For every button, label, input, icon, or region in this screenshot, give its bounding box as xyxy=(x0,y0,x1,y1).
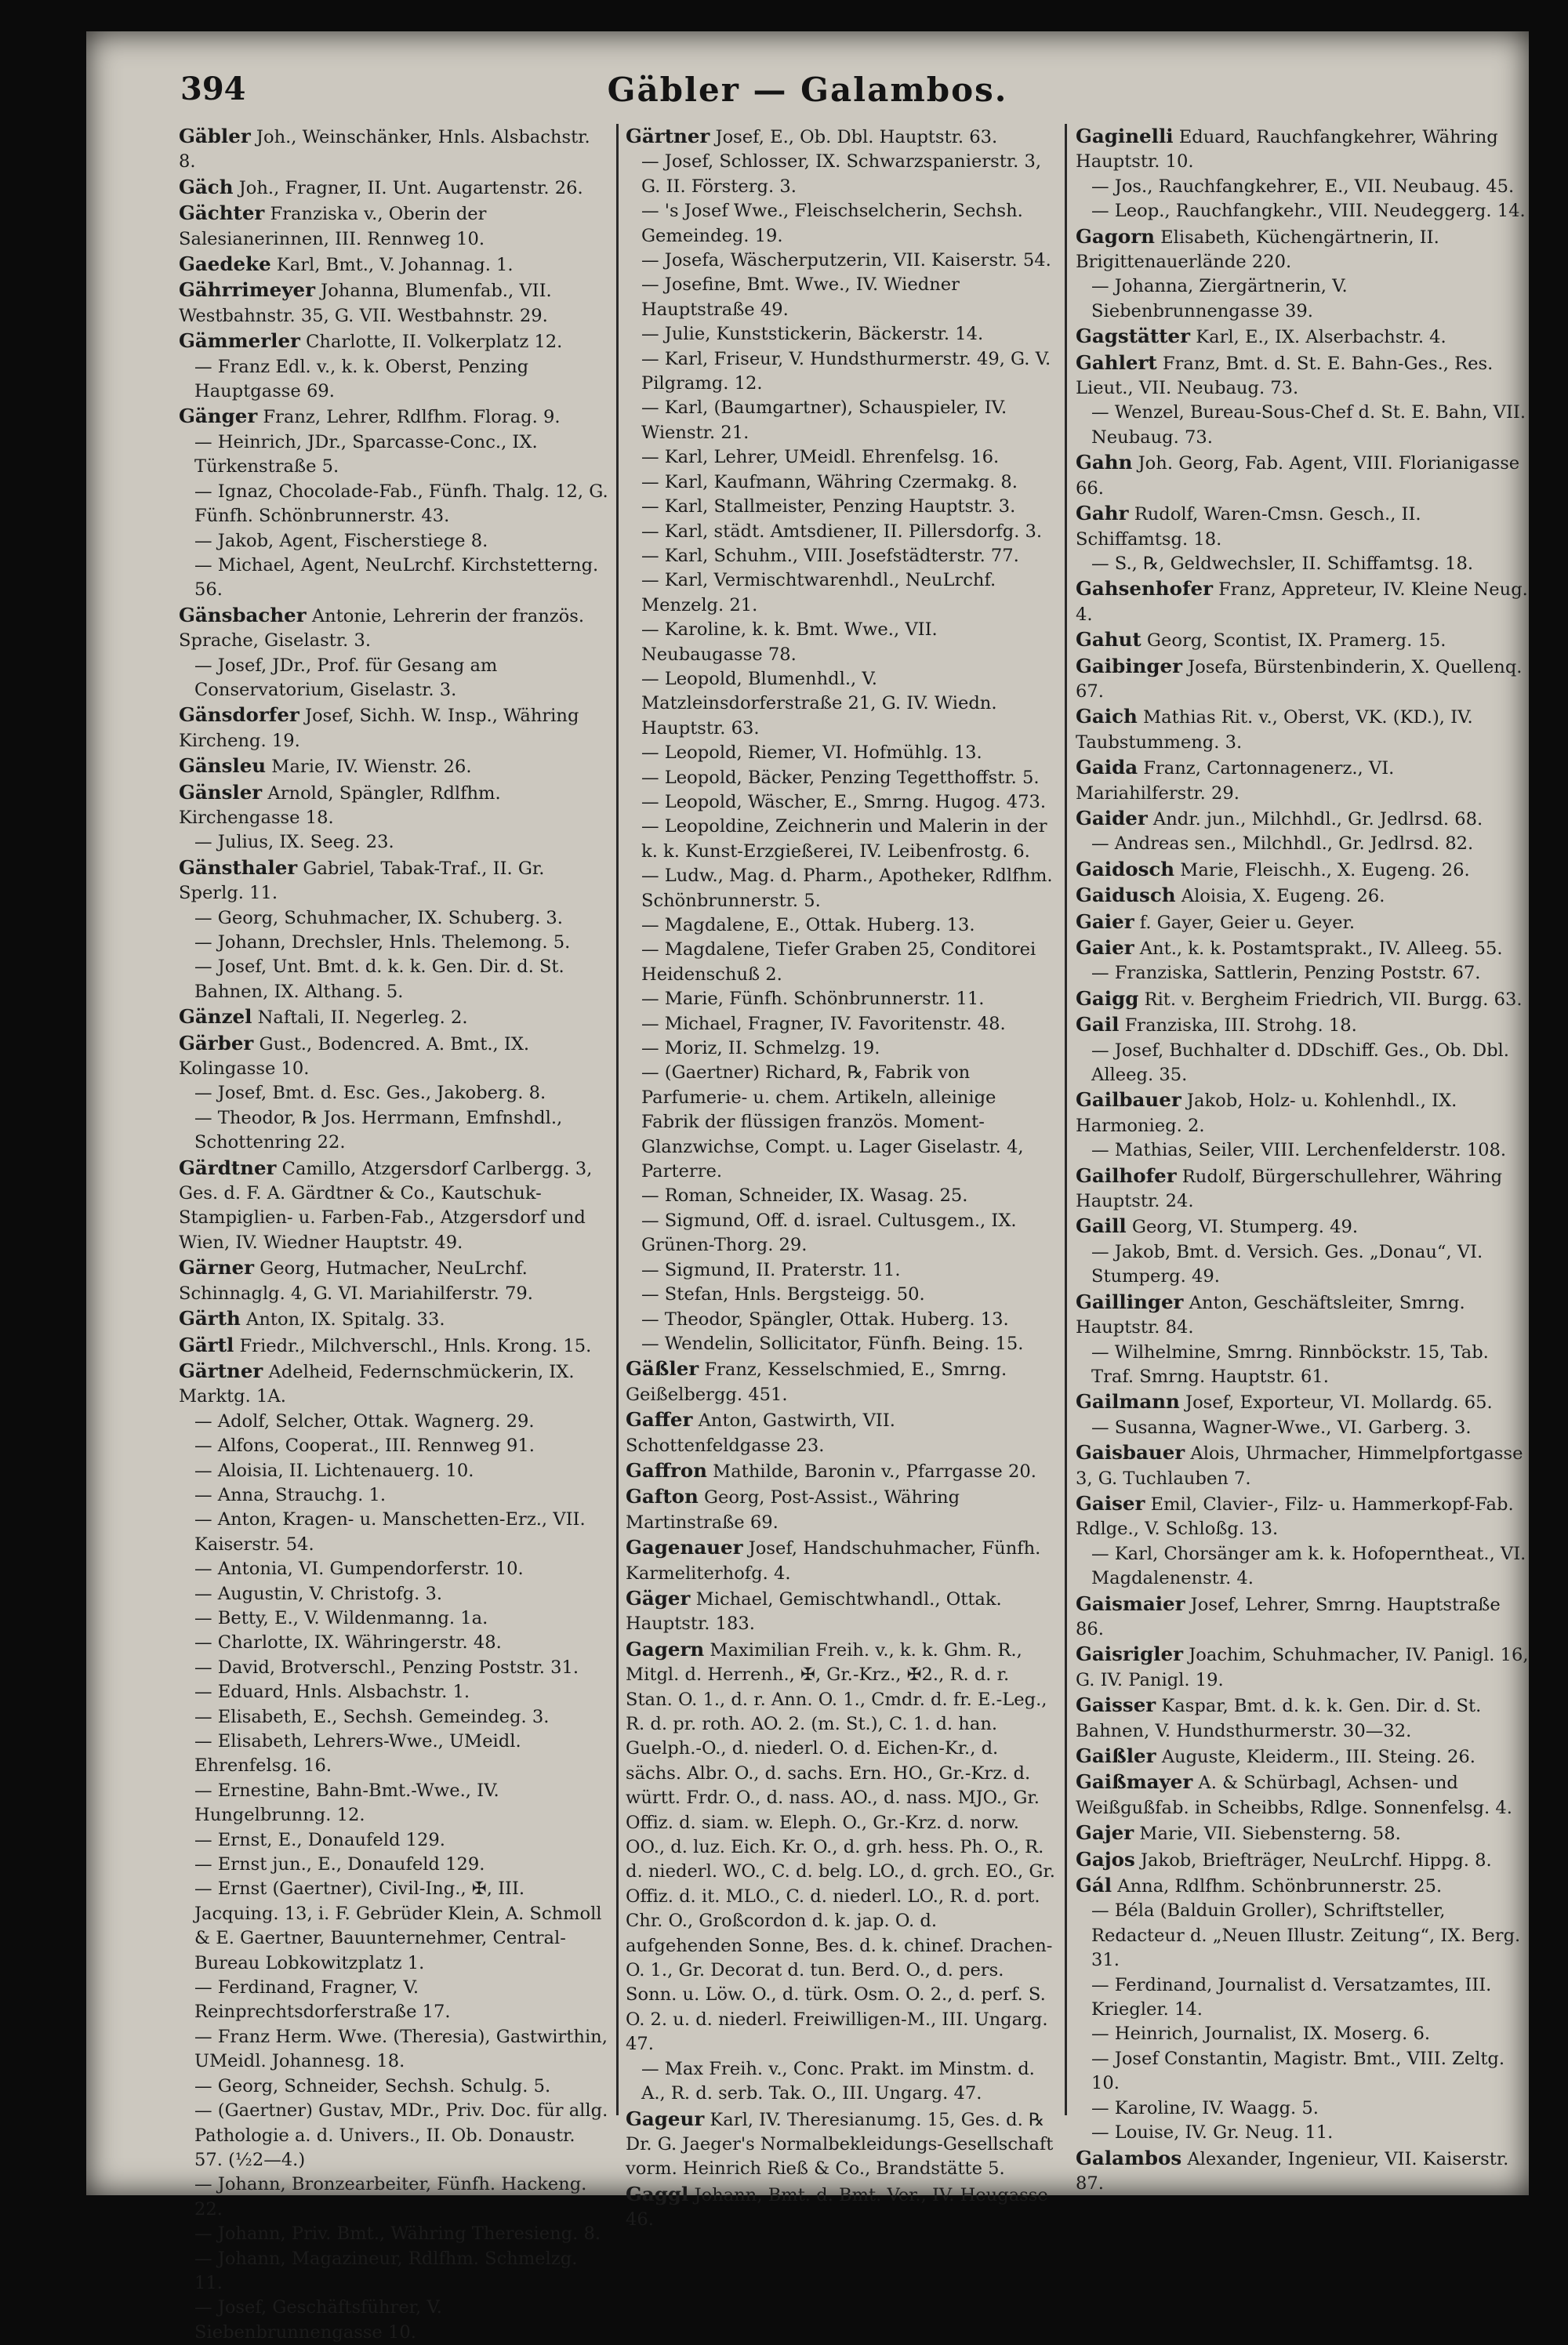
directory-entry: — Susanna, Wagner-Wwe., VI. Garberg. 3. xyxy=(1091,1417,1472,1438)
entry-surname: Gänsleu xyxy=(179,754,267,778)
entry-surname: Gaisrigler xyxy=(1076,1643,1184,1666)
entry-surname: Gäßler xyxy=(626,1357,699,1381)
directory-entry: — Michael, Fragner, IV. Favoritenstr. 48. xyxy=(641,1013,1006,1034)
directory-entry: Gageur Karl, IV. Theresianumg. 15, Ges. d. ℞ Dr. G. Jaeger's Normalbekleidungs-Gesellschaft vorm. Heinrich Rieß & Co., Brandstätte 5. xyxy=(626,2107,1054,2180)
directory-entry: Gaißmayer A. & Schürbagl, Achsen- und Weißgußfab. in Scheibbs, Rdlge. Sonnenfelsg. 4. xyxy=(1076,1770,1512,1818)
entry-surname: Gahsenhofer xyxy=(1076,577,1213,601)
directory-entry: — Magdalene, Tiefer Graben 25, Conditorei Heidenschuß 2. xyxy=(641,939,1036,985)
entry-surname: Gärtner xyxy=(179,1359,263,1382)
entry-surname: Gaider xyxy=(1076,806,1148,829)
directory-entry: — Leop., Rauchfangkehr., VIII. Neudeggerg. 14. xyxy=(1091,201,1526,222)
directory-entry: — Julie, Kunststickerin, Bäckerstr. 14. xyxy=(641,324,984,345)
entry-surname: Gaffer xyxy=(626,1408,693,1432)
directory-entry: — David, Brotverschl., Penzing Poststr. 31. xyxy=(194,1657,579,1678)
directory-entry: — Josef, Schlosser, IX. Schwarzspanierstr. 3, G. II. Försterg. 3. xyxy=(641,151,1042,197)
directory-entry: Gaigg Rit. v. Bergheim Friedrich, VII. Burgg. 63. xyxy=(1076,986,1523,1010)
directory-column-1 xyxy=(179,124,608,2343)
directory-entry: Gahn Joh. Georg, Fab. Agent, VIII. Florianigasse 66. xyxy=(1076,451,1520,499)
entry-surname: Gämmerler xyxy=(179,329,300,353)
directory-entry: — Karl, Kaufmann, Währing Czermakg. 8. xyxy=(641,471,1018,492)
entry-surname: Gaillinger xyxy=(1076,1290,1184,1313)
entry-surname: Gärtl xyxy=(179,1333,234,1356)
directory-entry: — Karl, Stallmeister, Penzing Hauptstr. 3. xyxy=(641,496,1016,517)
entry-surname: Gänsler xyxy=(179,780,263,804)
directory-entry: Gaginelli Eduard, Rauchfangkehrer, Währing Hauptstr. 10. xyxy=(1076,125,1498,172)
directory-column-2 xyxy=(626,124,1057,2231)
entry-surname: Gänzel xyxy=(179,1005,252,1029)
directory-entry: Gafton Georg, Post-Assist., Währing Martinstraße 69. xyxy=(626,1485,960,1533)
directory-entry: Gál Anna, Rdlfhm. Schönbrunnerstr. 25. xyxy=(1076,1874,1443,1897)
directory-entry: — Jakob, Agent, Fischerstiege 8. xyxy=(194,530,488,551)
entry-surname: Gänsdorfer xyxy=(179,703,299,727)
entry-surname: Gaißmayer xyxy=(1076,1770,1193,1794)
entry-surname: Gahr xyxy=(1076,502,1129,525)
directory-entry: Gailmann Josef, Exporteur, VI. Mollardg. 65. xyxy=(1076,1390,1493,1414)
directory-entry: Gaismaier Josef, Lehrer, Smrng. Hauptstraße 86. xyxy=(1076,1592,1501,1639)
directory-entry: — Josef, Buchhalter d. DDschiff. Ges., Ob. Dbl. Alleeg. 35. xyxy=(1091,1040,1509,1086)
directory-entry: Gäßler Franz, Kesselschmied, E., Smrng. Geißelbergg. 451. xyxy=(626,1357,1007,1405)
directory-entry: Gaisser Kaspar, Bmt. d. k. k. Gen. Dir. d. St. Bahnen, V. Hundsthurmerstr. 30—32. xyxy=(1076,1693,1482,1741)
directory-entry: — Ernst jun., E., Donaufeld 129. xyxy=(194,1854,485,1875)
column-divider xyxy=(1065,124,1067,2115)
directory-entry: — Julius, IX. Seeg. 23. xyxy=(194,832,394,853)
directory-entry: — Béla (Balduin Groller), Schriftsteller, Redacteur d. „Neuen Illustr. Zeitung“, IX. Berg. 31. xyxy=(1091,1900,1521,1971)
directory-entry: Gagern Maximilian Freih. v., k. k. Ghm. R., Mitgl. d. Herrenh., ✠, Gr.-Krz., ✠2., R. d. r. Stan. O. 1., d. r. Ann. O. 1., Cmdr. d. fr. E.-Leg., R. d. pr. roth. AO. 2. (m. St.), C. 1. d. han. Guelph.-O., d. niederl. O. d. Eichen-Kr., d. sächs. Albr. O., d. sachs. Ern. HO., Gr.-Krz. d. württ. Frdr. O., d. nass. AO., d. nass. MJO., Gr. Offiz. d. siam. w. Eleph. O., Gr.-Krz. d. norw. OO., d. luz. Eich. Kr. O., d. grh. hess. Ph. O., R. d. niederl. WO., C. d. belg. LO., d. grch. EO., Gr. Offiz. d. it. MLO., C. d. niederl. LO., R. d. port. Chr. O., Großcordon d. k. jap. O. d. aufgehenden Sonne, Bes. d. k. chinef. Drachen-O. 1., Gr. Decorat d. tun. Berd. O., d. pers. Sonn. u. Löw. O., d. türk. Osm. O. 2., d. perf. S. O. 2. u. d. niederl. Freiwilligen-M., III. Ungarg. 47. xyxy=(626,1637,1055,2055)
directory-entry: Gänsbacher Antonie, Lehrerin der französ. Sprache, Giselastr. 3. xyxy=(179,603,585,652)
entry-surname: Gaginelli xyxy=(1076,125,1174,147)
directory-entry: — Johanna, Ziergärtnerin, V. Siebenbrunnengasse 39. xyxy=(1091,276,1348,321)
entry-surname: Gärber xyxy=(179,1031,254,1055)
entry-surname: Gagorn xyxy=(1076,224,1155,248)
directory-entry: — Johann, Priv. Bmt., Währing Theresieng. 8. xyxy=(194,2223,601,2245)
entry-surname: Gaffron xyxy=(626,1458,707,1482)
directory-entry: Gaffer Anton, Gastwirth, VII. Schottenfeldgasse 23. xyxy=(626,1408,895,1456)
entry-surname: Gäch xyxy=(179,175,234,198)
directory-entry: — Adolf, Selcher, Ottak. Wagnerg. 29. xyxy=(194,1410,535,1432)
directory-entry: — Josef, JDr., Prof. für Gesang am Conservatorium, Giselastr. 3. xyxy=(194,655,498,700)
directory-entry: Gärtner Adelheid, Federnschmückerin, IX. Marktg. 1A. xyxy=(179,1359,575,1407)
entry-surname: Gaich xyxy=(1076,705,1138,728)
directory-entry: Gail Franziska, III. Strohg. 18. xyxy=(1076,1013,1357,1036)
directory-entry: — Leopold, Blumenhdl., V. Matzleinsdorferstraße 21, G. IV. Wiedn. Hauptstr. 63. xyxy=(641,668,997,739)
directory-entry: Gaggl Johann, Bmt. d. Bmt. Ver., IV. Heugasse 46. xyxy=(626,2182,1048,2231)
directory-entry: — Stefan, Hnls. Bergsteigg. 50. xyxy=(641,1284,925,1305)
directory-entry: — Elisabeth, Lehrers-Wwe., UMeidl. Ehrenfelsg. 16. xyxy=(194,1731,521,1777)
directory-entry: Gaider Andr. jun., Milchhdl., Gr. Jedlrsd. 68. xyxy=(1076,806,1483,829)
entry-surname: Gährrimeyer xyxy=(179,278,315,302)
entry-surname: Gaida xyxy=(1076,756,1138,779)
directory-entry: Gäbler Joh., Weinschänker, Hnls. Alsbachstr. 8. xyxy=(179,125,590,172)
directory-entry: — S., ℞, Geldwechsler, II. Schiffamtsg. 18. xyxy=(1091,553,1474,574)
directory-entry: — Theodor, Spängler, Ottak. Huberg. 13. xyxy=(641,1309,1009,1330)
directory-entry: Gaillinger Anton, Geschäftsleiter, Smrng. Hauptstr. 84. xyxy=(1076,1290,1465,1338)
entry-surname: Gagenauer xyxy=(626,1536,743,1559)
directory-entry: — Wilhelmine, Smrng. Rinnböckstr. 15, Tab. Traf. Smrng. Hauptstr. 61. xyxy=(1091,1341,1489,1387)
directory-entry: Gächter Franziska v., Oberin der Salesianerinnen, III. Rennweg 10. xyxy=(179,201,487,249)
directory-page xyxy=(86,31,1529,2343)
directory-entry: — 's Josef Wwe., Fleischselcherin, Sechsh. Gemeindeg. 19. xyxy=(641,201,1023,246)
entry-surname: Gaisser xyxy=(1076,1693,1156,1717)
entry-surname: Gailhofer xyxy=(1076,1163,1177,1187)
directory-entry: — Jos., Rauchfangkehrer, E., VII. Neubaug. 45. xyxy=(1091,176,1515,197)
directory-entry: — Karl, Vermischtwarenhdl., NeuLrchf. Menzelg. 21. xyxy=(641,570,996,615)
directory-entry: Gährrimeyer Johanna, Blumenfab., VII. Westbahnstr. 35, G. VII. Westbahnstr. 29. xyxy=(179,278,552,326)
directory-entry: — Eduard, Hnls. Alsbachstr. 1. xyxy=(194,1682,470,1703)
directory-entry: Gaisrigler Joachim, Schuhmacher, IV. Panigl. 16, G. IV. Panigl. 19. xyxy=(1076,1643,1529,1690)
directory-entry: Gärdtner Camillo, Atzgersdorf Carlbergg. 3, Ges. d. F. A. Gärdtner & Co., Kautschuk-Stampiglien- u. Farben-Fab., Atzgersdorf und Wien, IV. Wiedner Hauptstr. 49. xyxy=(179,1156,593,1253)
entry-surname: Gaibinger xyxy=(1076,654,1182,677)
directory-entry: Gaiser Emil, Clavier-, Filz- u. Hammerkopf-Fab. Rdlge., V. Schloßg. 13. xyxy=(1076,1491,1514,1540)
directory-entry: — Theodor, ℞ Jos. Herrmann, Emfnshdl., Schottenring 22. xyxy=(194,1107,563,1153)
directory-entry: — Josefa, Wäscherputzerin, VII. Kaiserstr. 54. xyxy=(641,250,1051,271)
directory-entry: — Michael, Agent, NeuLrchf. Kirchstetterng. 56. xyxy=(194,554,599,601)
entry-surname: Gajos xyxy=(1076,1847,1135,1871)
directory-entry: Gänsler Arnold, Spängler, Rdlfhm. Kirchengasse 18. xyxy=(179,780,501,828)
entry-surname: Gaedeke xyxy=(179,252,271,276)
entry-surname: Gaisbauer xyxy=(1076,1441,1185,1465)
entry-surname: Gänger xyxy=(179,405,258,428)
directory-entry: Gagenauer Josef, Handschuhmacher, Fünfh. Karmeliterhofg. 4. xyxy=(626,1536,1041,1584)
entry-surname: Gafton xyxy=(626,1485,699,1508)
directory-entry: Galambos Alexander, Ingenieur, VII. Kaiserstr. 87. xyxy=(1076,2146,1509,2194)
directory-entry: Gailbauer Jakob, Holz- u. Kohlenhdl., IX. Harmonieg. 2. xyxy=(1076,1088,1457,1136)
directory-entry: — Ferdinand, Journalist d. Versatzamtes, III. Kriegler. 14. xyxy=(1091,1974,1492,2020)
directory-entry: Gaffron Mathilde, Baronin v., Pfarrgasse 20. xyxy=(626,1458,1036,1482)
directory-entry: Gaier f. Gayer, Geier u. Geyer. xyxy=(1076,909,1356,933)
directory-entry: — Marie, Fünfh. Schönbrunnerstr. 11. xyxy=(641,989,985,1010)
entry-surname: Gänsbacher xyxy=(179,603,307,626)
directory-entry: — Sigmund, Off. d. israel. Cultusgem., IX. Grünen-Thorg. 29. xyxy=(641,1210,1017,1256)
entry-surname: Gächter xyxy=(179,201,265,225)
directory-entry: — Karoline, k. k. Bmt. Wwe., VII. Neubaugasse 78. xyxy=(641,619,938,665)
directory-entry: — Ernst (Gaertner), Civil-Ing., ✠, III. Jacquing. 13, i. F. Gebrüder Klein, A. Schmoll & E. Gaertner, Bauunternehmer, Central-Bureau Lobkowitzplatz 1. xyxy=(194,1879,602,1973)
entry-surname: Gaier xyxy=(1076,936,1134,959)
directory-entry: Gailhofer Rudolf, Bürgerschullehrer, Währing Hauptstr. 24. xyxy=(1076,1163,1503,1212)
directory-entry: — Wendelin, Sollicitator, Fünfh. Being. 15. xyxy=(641,1333,1024,1354)
entry-surname: Gänsthaler xyxy=(179,855,298,879)
directory-entry: — Charlotte, IX. Währingerstr. 48. xyxy=(194,1632,502,1653)
directory-entry: — Josef, Geschäftsführer, V. Siebenbrunnengasse 10. xyxy=(194,2297,442,2343)
entry-surname: Galambos xyxy=(1076,2146,1182,2169)
entry-surname: Gärner xyxy=(179,1256,255,1280)
directory-entry: — Mathias, Seiler, VIII. Lerchenfelderstr. 108. xyxy=(1091,1140,1507,1161)
directory-entry: — Ludw., Mag. d. Pharm., Apotheker, Rdlfhm. Schönbrunnerstr. 5. xyxy=(641,866,1053,911)
directory-entry: — Johann, Drechsler, Hnls. Thelemong. 5. xyxy=(194,932,571,953)
directory-entry: Gaich Mathias Rit. v., Oberst, VK. (KD.), IV. Taubstummeng. 3. xyxy=(1076,705,1473,753)
directory-entry: Gänsthaler Gabriel, Tabak-Traf., II. Gr. Sperlg. 11. xyxy=(179,855,545,904)
entry-surname: Gagern xyxy=(626,1637,705,1661)
entry-surname: Gärdtner xyxy=(179,1156,277,1179)
directory-entry: Gaißler Auguste, Kleiderm., III. Steing. 26. xyxy=(1076,1744,1475,1767)
directory-entry: — Moriz, II. Schmelzg. 19. xyxy=(641,1038,880,1059)
directory-entry: — Elisabeth, E., Sechsh. Gemeindeg. 3. xyxy=(194,1706,550,1727)
directory-entry: — Heinrich, Journalist, IX. Moserg. 6. xyxy=(1091,2024,1431,2045)
directory-entry: — Franziska, Sattlerin, Penzing Poststr. 67. xyxy=(1091,963,1481,984)
directory-entry: — Ernst, E., Donaufeld 129. xyxy=(194,1829,445,1850)
directory-entry: Gaidusch Aloisia, X. Eugeng. 26. xyxy=(1076,884,1385,907)
directory-entry: Gärber Gust., Bodencred. A. Bmt., IX. Kolingasse 10. xyxy=(179,1031,530,1080)
directory-entry: Gahut Georg, Scontist, IX. Pramerg. 15. xyxy=(1076,628,1446,652)
entry-surname: Gäger xyxy=(626,1586,691,1610)
directory-entry: Gärtl Friedr., Milchverschl., Hnls. Krong. 15. xyxy=(179,1333,592,1356)
entry-surname: Gagstätter xyxy=(1076,325,1191,348)
directory-entry: — Ignaz, Chocolade-Fab., Fünfh. Thalg. 12, G. Fünfh. Schönbrunnerstr. 43. xyxy=(194,481,608,527)
directory-entry: Gagorn Elisabeth, Küchengärtnerin, II. Brigittenauerlände 220. xyxy=(1076,224,1439,273)
entry-surname: Gäbler xyxy=(179,125,251,147)
directory-entry: — Josef, Unt. Bmt. d. k. k. Gen. Dir. d. St. Bahnen, IX. Althang. 5. xyxy=(194,957,564,1002)
directory-column-3 xyxy=(1076,124,1529,2194)
directory-entry: Gärner Georg, Hutmacher, NeuLrchf. Schinnaglg. 4, G. VI. Mariahilferstr. 79. xyxy=(179,1256,533,1304)
entry-surname: Gajer xyxy=(1076,1821,1134,1845)
directory-entry: — Anton, Kragen- u. Manschetten-Erz., VII. Kaiserstr. 54. xyxy=(194,1509,586,1555)
page-number: 394 xyxy=(180,71,246,107)
directory-entry: — Ferdinand, Fragner, V. Reinprechtsdorferstraße 17. xyxy=(194,1977,451,2023)
directory-entry: Gaida Franz, Cartonnagenerz., VI. Mariahilferstr. 29. xyxy=(1076,756,1395,804)
directory-entry: — Karl, städt. Amtsdiener, II. Pillersdorfg. 3. xyxy=(641,521,1043,542)
directory-entry: — Augustin, V. Christofg. 3. xyxy=(194,1583,443,1604)
directory-entry: Gajos Jakob, Briefträger, NeuLrchf. Hippg. 8. xyxy=(1076,1847,1492,1871)
directory-entry: Gaisbauer Alois, Uhrmacher, Himmelpfortgasse 3, G. Tuchlauben 7. xyxy=(1076,1441,1523,1489)
directory-entry: Gagstätter Karl, E., IX. Alserbachstr. 4. xyxy=(1076,325,1446,348)
directory-entry: — Karl, Lehrer, UMeidl. Ehrenfelsg. 16. xyxy=(641,447,1000,468)
directory-entry: — Karoline, IV. Waagg. 5. xyxy=(1091,2097,1319,2118)
directory-entry: Gajer Marie, VII. Siebensterng. 58. xyxy=(1076,1821,1401,1845)
directory-entry: — Max Freih. v., Conc. Prakt. im Minstm. d. A., R. d. serb. Tak. O., III. Ungarg. 47. xyxy=(641,2058,1035,2104)
directory-entry: — Josef, Bmt. d. Esc. Ges., Jakoberg. 8. xyxy=(194,1083,546,1104)
directory-entry: — Wenzel, Bureau-Sous-Chef d. St. E. Bahn, VII. Neubaug. 73. xyxy=(1091,402,1526,448)
directory-entry: — Johann, Magazineur, Rdlfhm. Schmelzg. 11. xyxy=(194,2248,578,2293)
directory-entry: Gäger Michael, Gemischtwhandl., Ottak. Hauptstr. 183. xyxy=(626,1586,1002,1635)
directory-entry: — (Gaertner) Gustav, MDr., Priv. Doc. für allg. Pathologie a. d. Univers., II. Ob. Donaustr. 57. (½2—4.) xyxy=(194,2100,608,2170)
directory-entry: — Betty, E., V. Wildenmanng. 1a. xyxy=(194,1607,488,1628)
directory-entry: — Josefine, Bmt. Wwe., IV. Wiedner Hauptstraße 49. xyxy=(641,274,960,320)
entry-surname: Gahn xyxy=(1076,451,1133,474)
directory-entry: — Georg, Schuhmacher, IX. Schuberg. 3. xyxy=(194,907,563,928)
directory-entry: — Leopoldine, Zeichnerin und Malerin in der k. k. Kunst-Erzgießerei, IV. Leibenfrostg. 6. xyxy=(641,816,1047,862)
directory-entry: — Franz Edl. v., k. k. Oberst, Penzing Hauptgasse 69. xyxy=(194,356,529,402)
directory-entry: — Ernestine, Bahn-Bmt.-Wwe., IV. Hungelbrunng. 12. xyxy=(194,1780,499,1826)
directory-entry: — Josef Constantin, Magistr. Bmt., VIII. Zeltg. 10. xyxy=(1091,2048,1505,2094)
running-head: Gäbler — Galambos. xyxy=(607,71,1008,109)
directory-entry: Gänsdorfer Josef, Sichh. W. Insp., Währing Kircheng. 19. xyxy=(179,703,579,751)
entry-surname: Gahut xyxy=(1076,628,1142,652)
directory-entry: Gahsenhofer Franz, Appreteur, IV. Kleine Neug. 4. xyxy=(1076,577,1528,625)
entry-surname: Gärtner xyxy=(626,125,710,147)
directory-entry: — Karl, Chorsänger am k. k. Hofoperntheat., VI. Magdalenenstr. 4. xyxy=(1091,1543,1526,1589)
directory-entry: — Roman, Schneider, IX. Wasag. 25. xyxy=(641,1185,968,1207)
directory-entry: Gärth Anton, IX. Spitalg. 33. xyxy=(179,1307,445,1330)
directory-entry: — Georg, Schneider, Sechsh. Schulg. 5. xyxy=(194,2075,551,2096)
directory-entry: Gaibinger Josefa, Bürstenbinderin, X. Quellenq. 67. xyxy=(1076,654,1523,702)
directory-entry: Gaidosch Marie, Fleischh., X. Eugeng. 26. xyxy=(1076,857,1470,880)
directory-entry: — Anna, Strauchg. 1. xyxy=(194,1484,386,1505)
directory-entry: — Andreas sen., Milchhdl., Gr. Jedlrsd. 82. xyxy=(1091,833,1474,855)
directory-entry: — Leopold, Wäscher, E., Smrng. Hugog. 473. xyxy=(641,791,1047,812)
entry-surname: Gärth xyxy=(179,1307,241,1330)
directory-entry: Gaier Ant., k. k. Postamtsprakt., IV. Alleeg. 55. xyxy=(1076,936,1503,959)
column-divider xyxy=(616,124,619,2115)
entry-surname: Gaill xyxy=(1076,1214,1127,1238)
directory-entry: — Karl, (Baumgartner), Schauspieler, IV. Wienstr. 21. xyxy=(641,397,1007,443)
directory-entry: — Alfons, Cooperat., III. Rennweg 91. xyxy=(194,1436,535,1457)
entry-surname: Gaier xyxy=(1076,909,1134,933)
entry-surname: Gaismaier xyxy=(1076,1592,1185,1615)
entry-surname: Gail xyxy=(1076,1013,1120,1036)
directory-entry: — Jakob, Bmt. d. Versich. Ges. „Donau“, VI. Stumperg. 49. xyxy=(1091,1241,1483,1287)
entry-surname: Gaidosch xyxy=(1076,857,1175,880)
directory-entry: Gämmerler Charlotte, II. Volkerplatz 12. xyxy=(179,329,563,353)
directory-entry: — Antonia, VI. Gumpendorferstr. 10. xyxy=(194,1559,524,1580)
directory-entry: — Louise, IV. Gr. Neug. 11. xyxy=(1091,2122,1334,2144)
directory-entry: Gänsleu Marie, IV. Wienstr. 26. xyxy=(179,754,472,778)
directory-entry: — Karl, Friseur, V. Hundsthurmerstr. 49, G. V. Pilgramg. 12. xyxy=(641,348,1051,394)
directory-entry: — Karl, Schuhm., VIII. Josefstädterstr. 77. xyxy=(641,545,1019,566)
directory-entry: Gäch Joh., Fragner, II. Unt. Augartenstr. 26. xyxy=(179,175,583,198)
directory-entry: — Sigmund, II. Praterstr. 11. xyxy=(641,1259,901,1280)
directory-entry: Gärtner Josef, E., Ob. Dbl. Hauptstr. 63. xyxy=(626,125,998,147)
entry-surname: Gailbauer xyxy=(1076,1088,1181,1112)
directory-entry: Gahr Rudolf, Waren-Cmsn. Gesch., II. Schiffamtsg. 18. xyxy=(1076,502,1421,550)
directory-entry: — Leopold, Riemer, VI. Hofmühlg. 13. xyxy=(641,742,982,764)
entry-surname: Gahlert xyxy=(1076,350,1157,374)
directory-entry: Gaedeke Karl, Bmt., V. Johannag. 1. xyxy=(179,252,514,276)
directory-entry: Gaill Georg, VI. Stumperg. 49. xyxy=(1076,1214,1359,1238)
directory-entry: — Heinrich, JDr., Sparcasse-Conc., IX. Türkenstraße 5. xyxy=(194,431,538,477)
entry-surname: Gailmann xyxy=(1076,1390,1180,1414)
directory-entry: — Johann, Bronzearbeiter, Fünfh. Hackeng. 22. xyxy=(194,2174,587,2220)
directory-entry: — Franz Herm. Wwe. (Theresia), Gastwirthin, UMeidl. Johannesg. 18. xyxy=(194,2026,608,2072)
directory-entry: — (Gaertner) Richard, ℞, Fabrik von Parfumerie- u. chem. Artikeln, alleinige Fabrik der flüssigen französ. Moment-Glanzwichse, Compt. u. Lager Giselastr. 4, Parterre. xyxy=(641,1062,1024,1182)
entry-surname: Gaißler xyxy=(1076,1744,1156,1767)
entry-surname: Gageur xyxy=(626,2107,705,2130)
entry-surname: Gaigg xyxy=(1076,986,1139,1010)
entry-surname: Gaiser xyxy=(1076,1491,1145,1515)
entry-surname: Gaidusch xyxy=(1076,884,1176,907)
entry-surname: Gaggl xyxy=(626,2182,689,2205)
entry-surname: Gál xyxy=(1076,1874,1112,1897)
directory-entry: Gänzel Naftali, II. Negerleg. 2. xyxy=(179,1005,468,1029)
directory-entry: — Aloisia, II. Lichtenauerg. 10. xyxy=(194,1460,474,1481)
directory-entry: Gahlert Franz, Bmt. d. St. E. Bahn-Ges., Res. Lieut., VII. Neubaug. 73. xyxy=(1076,350,1494,399)
directory-entry: — Leopold, Bäcker, Penzing Tegetthoffstr. 5. xyxy=(641,767,1040,788)
directory-entry: — Magdalene, E., Ottak. Huberg. 13. xyxy=(641,915,975,935)
directory-entry: Gänger Franz, Lehrer, Rdlfhm. Florag. 9. xyxy=(179,405,561,428)
